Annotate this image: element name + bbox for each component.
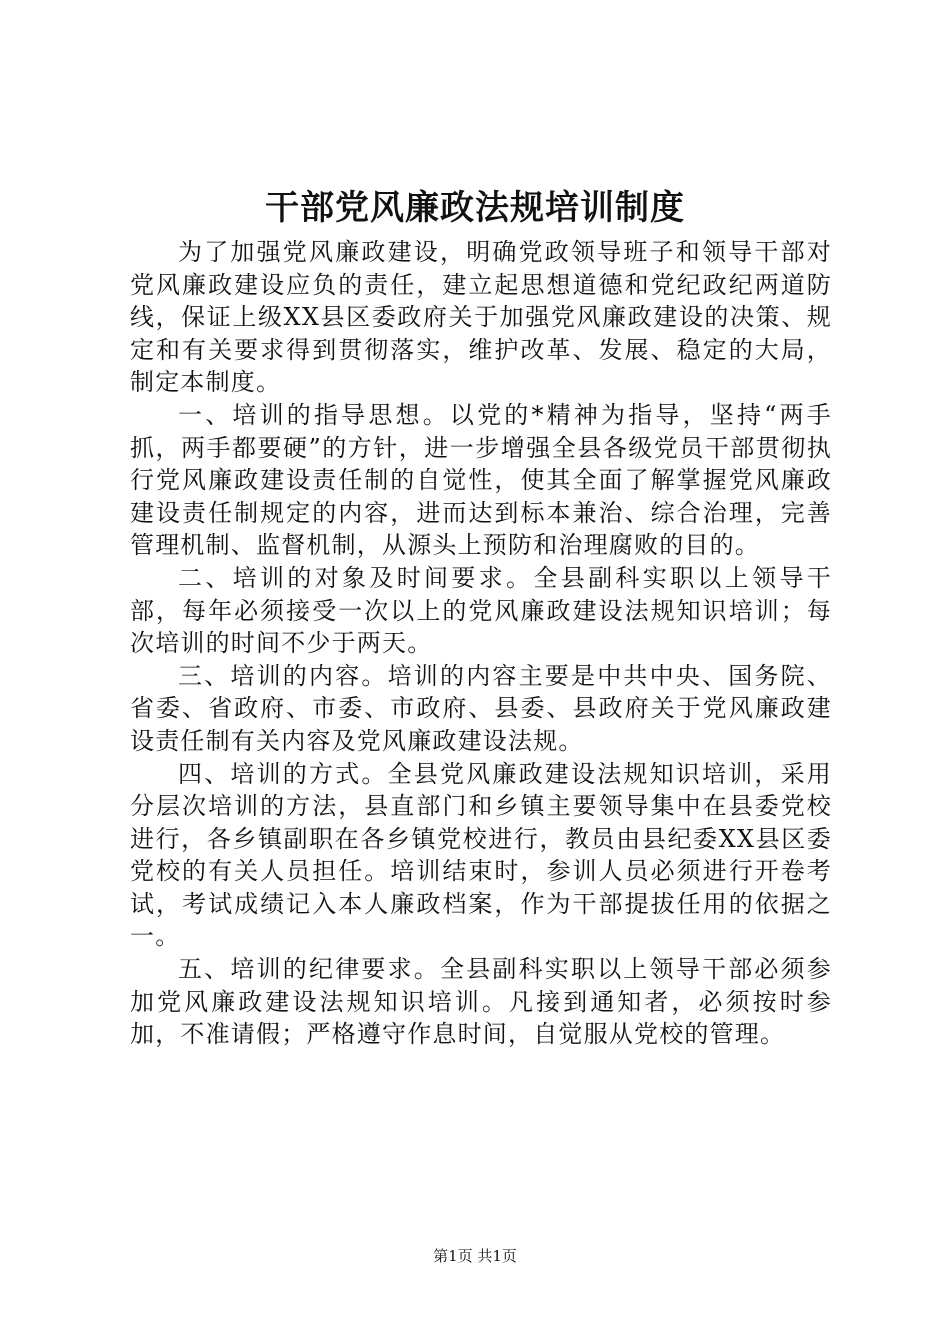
- paragraph-section-2: 二、培训的对象及时间要求。全县副科实职以上领导干部，每年必须接受一次以上的党风廉政建设法规知识培训；每次培训的时间不少于两天。: [130, 563, 832, 658]
- paragraph-section-3: 三、培训的内容。培训的内容主要是中共中央、国务院、省委、省政府、市委、市政府、县委、县政府关于党风廉政建设责任制有关内容及党风廉政建设法规。: [130, 661, 832, 755]
- paragraph-section-5: 五、培训的纪律要求。全县副科实职以上领导干部必须参加党风廉政建设法规知识培训。凡接到通知者，必须按时参加，不准请假；严格遵守作息时间，自觉服从党校的管理。: [130, 955, 832, 1049]
- document-body: [130, 236, 832, 1051]
- paragraph-section-1: 一、培训的指导思想。以党的*精神为指导，坚持“两手抓，两手都要硬”的方针，进一步增强全县各级党员干部贯彻执行党风廉政建设责任制的自觉性，使其全面了解掌握党风廉政建设责任制规定的内容，进而达到标本兼治、综合治理，完善管理机制、监督机制，从源头上预防和治理腐败的目的。: [130, 400, 832, 560]
- paragraph-section-4: 四、培训的方式。全县党风廉政建设法规知识培训，采用分层次培训的方法，县直部门和乡镇主要领导集中在县委党校进行，各乡镇副职在各乡镇党校进行，教员由县纪委XX县区委党校的有关人员担任。培训结束时，参训人员必须进行开卷考试，考试成绩记入本人廉政档案，作为干部提拔任用的依据之一。: [130, 759, 832, 951]
- paragraph-intro: 为了加强党风廉政建设，明确党政领导班子和领导干部对党风廉政建设应负的责任，建立起思想道德和党纪政纪两道防线，保证上级XX县区委政府关于加强党风廉政建设的决策、规定和有关要求得到贯彻落实，维护改革、发展、稳定的大局，制定本制度。: [130, 238, 832, 397]
- page-footer: 第1页 共1页: [433, 1247, 517, 1265]
- document-title: 干部党风廉政法规培训制度: [265, 188, 685, 228]
